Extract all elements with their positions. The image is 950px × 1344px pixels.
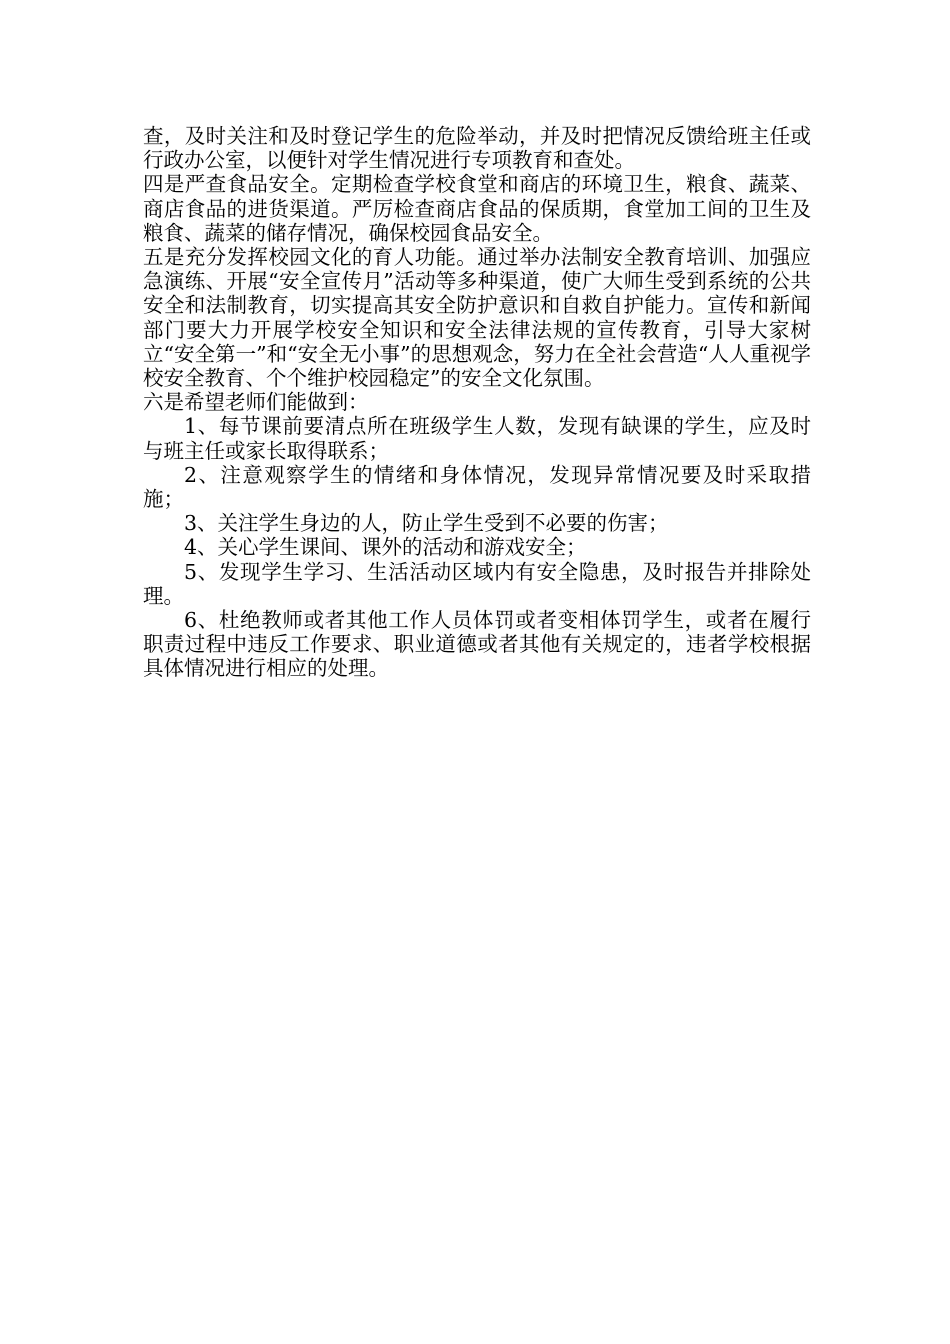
paragraph-campus-culture: 五是充分发挥校园文化的育人功能。通过举办法制安全教育培训、加强应急演练、开展“安全宣传月”活动等多种渠道，使广大师生受到系统的公共安全和法制教育，切实提高其安全防护意识和自救自护能力。宣传和新闻部门要大力开展学校安全知识和安全法律法规的宣传教育，引导大家树立“安全第一”和“安全无小事”的思想观念，努力在全社会营造“人人重视学校安全教育、个个维护校园稳定”的安全文化氛围。 <box>143 245 811 391</box>
list-item-3: 3、关注学生身边的人，防止学生受到不必要的伤害； <box>184 511 669 536</box>
list-item-4: 4、关心学生课间、课外的活动和游戏安全； <box>184 535 587 560</box>
paragraph-food-safety: 四是严查食品安全。定期检查学校食堂和商店的环境卫生，粮食、蔬菜、商店食品的进货渠道。严厉检查商店食品的保质期，食堂加工间的卫生及粮食、蔬菜的储存情况，确保校园食品安全。 <box>143 172 811 245</box>
list-item-5: 5、发现学生学习、生活活动区域内有安全隐患，及时报告并排除处理。 <box>143 559 811 608</box>
paragraph-1: 查，及时关注和及时登记学生的危险举动，并及时把情况反馈给班主任或行政办公室，以便针对学生情况进行专项教育和查处。 <box>143 124 811 173</box>
list-item-1: 1、每节课前要清点所在班级学生人数，发现有缺课的学生，应及时与班主任或家长取得联系； <box>143 414 811 463</box>
document-body <box>143 124 811 681</box>
list-item-6: 6、杜绝教师或者其他工作人员体罚或者变相体罚学生，或者在履行职责过程中违反工作要求、职业道德或者其他有关规定的，违者学校根据具体情况进行相应的处理。 <box>143 608 811 681</box>
list-item-2: 2、注意观察学生的情绪和身体情况，发现异常情况要及时采取措施； <box>143 462 811 512</box>
paragraph-teacher-duties-heading: 六是希望老师们能做到： <box>143 390 369 415</box>
